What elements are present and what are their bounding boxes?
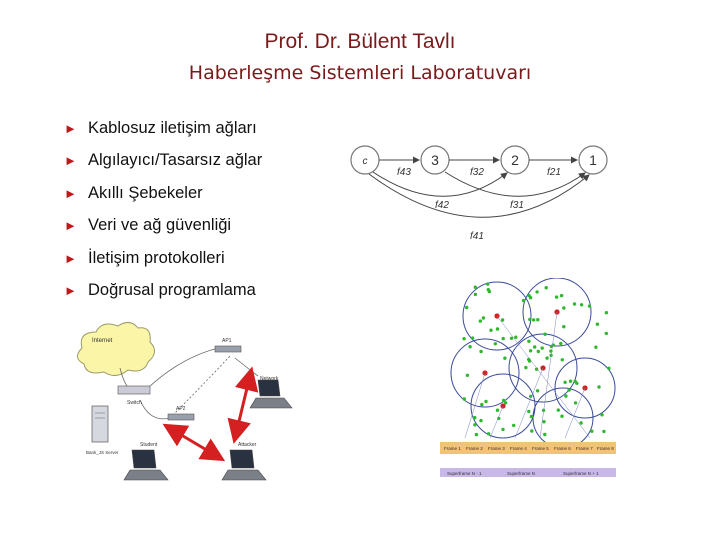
flow-label: f21 bbox=[547, 167, 561, 178]
sensor-node bbox=[487, 432, 490, 435]
superframe-labels bbox=[447, 471, 599, 476]
sensor-node bbox=[514, 336, 517, 339]
cluster-heads bbox=[482, 309, 587, 408]
sensor-node bbox=[607, 367, 610, 370]
svg-text:AP1: AP1 bbox=[222, 338, 232, 344]
sensor-node bbox=[535, 290, 538, 293]
list-item: ► Kablosuz iletişim ağları bbox=[64, 118, 257, 137]
sensor-node bbox=[466, 374, 469, 377]
sensor-node bbox=[475, 433, 478, 436]
sensor-node bbox=[474, 293, 477, 296]
sensor-node bbox=[479, 319, 482, 322]
sensor-node bbox=[590, 430, 593, 433]
sensor-node bbox=[524, 366, 527, 369]
sensor-node bbox=[510, 337, 513, 340]
svg-text:Superframe N: Superframe N bbox=[507, 471, 536, 476]
list-item: ► Akıllı Şebekeler bbox=[64, 183, 203, 202]
sensor-node bbox=[533, 345, 536, 348]
sensor-node bbox=[482, 316, 485, 319]
sensor-node bbox=[541, 346, 544, 349]
svg-text:Frame 4: Frame 4 bbox=[510, 446, 527, 451]
sensor-node bbox=[527, 410, 530, 413]
svg-text:Internet: Internet bbox=[92, 338, 113, 344]
sensor-node bbox=[465, 306, 468, 309]
sensor-node bbox=[532, 318, 535, 321]
sensor-node bbox=[503, 357, 506, 360]
sensor-node bbox=[522, 299, 525, 302]
sensor-node bbox=[564, 394, 567, 397]
sensor-node bbox=[480, 403, 483, 406]
flow-diagram bbox=[335, 135, 620, 250]
laptop-icon bbox=[250, 380, 292, 408]
bullet-arrow-icon: ► bbox=[64, 250, 77, 266]
svg-text:Frame 1: Frame 1 bbox=[444, 446, 461, 451]
svg-text:Switch: Switch bbox=[127, 400, 142, 406]
flow-node-c: c bbox=[362, 156, 368, 167]
flow-node-1: 1 bbox=[589, 152, 597, 168]
svg-text:Superframe N - 1: Superframe N - 1 bbox=[447, 471, 482, 476]
sensor-node bbox=[496, 327, 499, 330]
list-item: ► Doğrusal programlama bbox=[64, 281, 256, 300]
sensor-node bbox=[463, 397, 466, 400]
sensor-node bbox=[579, 421, 582, 424]
sensor-node bbox=[529, 349, 532, 352]
list-item: ► İletişim protokolleri bbox=[64, 248, 225, 267]
sensor-node bbox=[573, 380, 576, 383]
sensor-node bbox=[473, 423, 476, 426]
svg-text:AP2: AP2 bbox=[176, 406, 186, 412]
sensor-node bbox=[543, 433, 546, 436]
sensor-node bbox=[567, 388, 570, 391]
sensor-node bbox=[484, 400, 487, 403]
list-item: ► Veri ve ağ güvenliği bbox=[64, 216, 232, 235]
sensor-node bbox=[602, 430, 605, 433]
list-item: ► Algılayıcı/Tasarsız ağlar bbox=[64, 151, 263, 170]
svg-text:Attacker: Attacker bbox=[238, 442, 257, 448]
sensor-node bbox=[543, 333, 546, 336]
sensor-node bbox=[468, 345, 471, 348]
sensor-node bbox=[562, 306, 565, 309]
sensor-node bbox=[545, 356, 548, 359]
sensor-node bbox=[594, 346, 597, 349]
sensor-node bbox=[512, 424, 515, 427]
sensor-node bbox=[479, 419, 482, 422]
sensor-node bbox=[471, 336, 474, 339]
svg-text:Bank_JS Server: Bank_JS Server bbox=[86, 450, 119, 455]
svg-text:Frame 7: Frame 7 bbox=[576, 446, 593, 451]
flow-node-2: 2 bbox=[511, 152, 519, 168]
svg-text:Frame 6: Frame 6 bbox=[554, 446, 571, 451]
access-point-icon bbox=[168, 414, 194, 420]
sensor-node bbox=[542, 420, 545, 423]
sensor-node bbox=[560, 294, 563, 297]
laptop-icon bbox=[222, 450, 266, 480]
sensor-node bbox=[473, 416, 476, 419]
sensor-node bbox=[555, 295, 558, 298]
flow-label: f43 bbox=[397, 167, 411, 178]
sensor-node bbox=[562, 325, 565, 328]
sensor-node bbox=[474, 286, 477, 289]
sensor-network-diagram bbox=[435, 278, 620, 478]
sensor-node bbox=[597, 385, 600, 388]
research-topic-list bbox=[64, 112, 262, 307]
sensor-node bbox=[561, 358, 564, 361]
svg-text:Frame 2: Frame 2 bbox=[466, 446, 483, 451]
laptop-icon bbox=[124, 450, 168, 480]
page-title: Prof. Dr. Bülent Tavlı bbox=[264, 30, 456, 53]
svg-text:Student: Student bbox=[140, 442, 158, 448]
sensor-node bbox=[557, 408, 560, 411]
flow-label: f41 bbox=[470, 231, 484, 242]
sensor-node bbox=[536, 389, 539, 392]
sensor-node bbox=[496, 409, 499, 412]
server-icon bbox=[92, 406, 108, 442]
bullet-arrow-icon: ► bbox=[64, 120, 77, 136]
sensor-node bbox=[502, 399, 505, 402]
sensor-node bbox=[487, 288, 490, 291]
svg-text:Frame 5: Frame 5 bbox=[532, 446, 549, 451]
sensor-node bbox=[588, 304, 591, 307]
sensor-nodes bbox=[462, 282, 610, 436]
bullet-arrow-icon: ► bbox=[64, 283, 77, 299]
sensor-node bbox=[596, 323, 599, 326]
svg-text:Network: Network bbox=[260, 376, 279, 382]
sensor-node bbox=[574, 401, 577, 404]
sensor-node bbox=[494, 342, 497, 345]
bullet-arrow-icon: ► bbox=[64, 153, 77, 169]
sensor-node bbox=[530, 415, 533, 418]
attack-arrow bbox=[178, 433, 220, 458]
sensor-node bbox=[502, 337, 505, 340]
flow-label: f32 bbox=[470, 167, 484, 178]
sensor-node bbox=[573, 302, 576, 305]
sensor-node bbox=[537, 350, 540, 353]
sensor-node bbox=[545, 286, 548, 289]
sensor-node bbox=[527, 340, 530, 343]
sensor-node bbox=[527, 294, 530, 297]
bullet-arrow-icon: ► bbox=[64, 218, 77, 234]
internet-cloud-icon bbox=[77, 322, 154, 375]
sensor-node bbox=[600, 413, 603, 416]
sensor-node bbox=[530, 429, 533, 432]
flow-label: f31 bbox=[510, 200, 524, 211]
flow-node-3: 3 bbox=[431, 152, 439, 168]
sensor-node bbox=[489, 329, 492, 332]
sensor-node bbox=[536, 318, 539, 321]
sensor-node bbox=[501, 428, 504, 431]
sensor-node bbox=[486, 282, 489, 285]
sensor-node bbox=[501, 318, 504, 321]
sensor-node bbox=[563, 381, 566, 384]
svg-text:Frame 3: Frame 3 bbox=[488, 446, 505, 451]
attack-arrow bbox=[235, 384, 248, 438]
sensor-node bbox=[605, 311, 608, 314]
sensor-node bbox=[605, 332, 608, 335]
flow-label: f42 bbox=[435, 200, 449, 211]
access-point-icon bbox=[215, 346, 241, 352]
sensor-node bbox=[528, 318, 531, 321]
sensor-node bbox=[559, 342, 562, 345]
sensor-node bbox=[479, 350, 482, 353]
sensor-node bbox=[580, 303, 583, 306]
sensor-node bbox=[462, 337, 465, 340]
page-subtitle: Haberleşme Sistemleri Laboratuvarı bbox=[188, 62, 532, 84]
bullet-arrow-icon: ► bbox=[64, 185, 77, 201]
svg-text:Frame 8: Frame 8 bbox=[597, 446, 614, 451]
network-diagram bbox=[70, 318, 310, 493]
svg-text:Superframe N + 1: Superframe N + 1 bbox=[563, 471, 599, 476]
switch-icon bbox=[118, 386, 150, 394]
sensor-node bbox=[569, 380, 572, 383]
sensor-node bbox=[560, 415, 563, 418]
